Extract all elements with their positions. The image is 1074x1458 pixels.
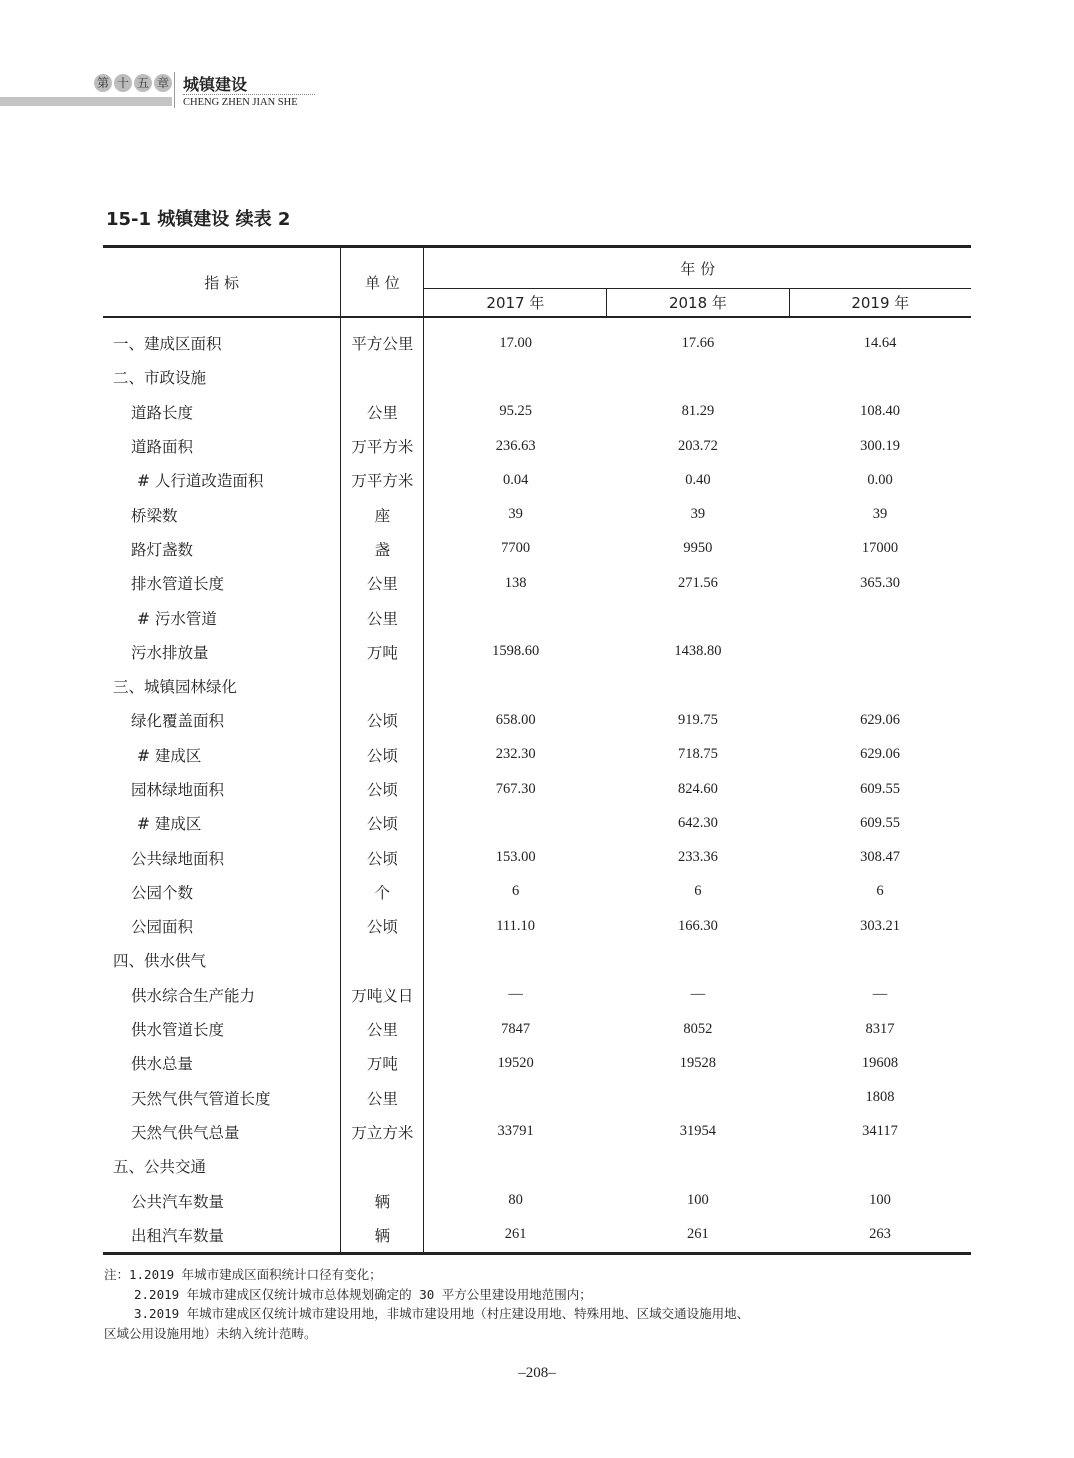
row-label: # 人行道改造面积 [103,463,341,497]
cell-value [607,600,789,634]
cell-value: — [508,986,523,1003]
header-divider [174,72,175,108]
row-label: # 建成区 [103,738,341,772]
row-unit: 万平方米 [341,463,424,497]
row-label: 道路长度 [103,395,341,429]
cell-value [424,943,607,977]
table-row [103,806,971,840]
cell-value: 7847 [501,1020,531,1037]
cell-value: 236.63 [495,437,536,454]
table-row [103,1081,971,1115]
chapter-title: 城镇建设 [183,75,248,94]
footnote: 区域公用设施用地）未纳入统计范畴。 [104,1325,317,1341]
cell-value [607,360,789,394]
header-dotted-rule [183,94,315,95]
row-unit: 公里 [341,600,424,634]
col-header-year: 年 份 [424,247,971,289]
row-unit [341,669,424,703]
row-unit: 座 [341,497,424,531]
row-label: 供水总量 [103,1046,341,1080]
row-unit: 万立方米 [341,1115,424,1149]
row-unit: 公里 [341,1081,424,1115]
cell-value: 203.72 [677,437,718,454]
cell-value [424,1149,607,1183]
cell-value: 1808 [865,1089,895,1106]
table-row [103,943,971,977]
cell-value: 263 [789,1218,971,1254]
row-label: 桥梁数 [103,497,341,531]
row-label: 公园个数 [103,875,341,909]
cell-value: 824.60 [677,780,718,797]
row-unit: 辆 [341,1183,424,1217]
row-unit: 公里 [341,566,424,600]
row-unit: 万平方米 [341,429,424,463]
table-row [103,395,971,429]
cell-value [789,943,971,977]
cell-value: 138 [504,574,527,591]
table-row [103,635,971,669]
row-unit: 个 [341,875,424,909]
row-label: 天然气供气管道长度 [103,1081,341,1115]
page-number: –208– [518,1365,556,1381]
cell-value: 39 [508,506,523,523]
cell-value [607,1081,789,1115]
table-row [103,840,971,874]
table-row [103,669,971,703]
cell-value: 6 [876,883,884,900]
cell-value: 8052 [683,1020,713,1037]
row-label: 公共绿地面积 [103,840,341,874]
cell-value: 153.00 [495,849,536,866]
cell-value: 7700 [501,540,531,557]
table-row [103,1149,971,1183]
cell-value: 8317 [865,1020,895,1037]
cell-value: 271.56 [677,574,718,591]
chapter-label [94,74,172,92]
table-row [103,703,971,737]
row-label: # 污水管道 [103,600,341,634]
row-label: 供水综合生产能力 [103,978,341,1012]
row-unit [341,1149,424,1183]
cell-value: 261 [607,1218,789,1254]
cell-value [424,806,607,840]
cell-value: 767.30 [495,780,536,797]
table-row [103,1115,971,1149]
row-label: 二、市政设施 [103,360,341,394]
cell-value: 17000 [861,540,899,557]
cell-value: 642.30 [677,814,718,831]
table-title: 15-1 城镇建设 续表 2 [106,209,291,230]
data-table [103,245,971,1255]
row-label: 供水管道长度 [103,1012,341,1046]
cell-value: 6 [512,883,520,900]
row-label: 天然气供气总量 [103,1115,341,1149]
col-header-2019: 2019 年 [789,289,971,318]
chapter-char: 十 [114,74,132,92]
row-unit: 公里 [341,395,424,429]
col-header-unit: 单 位 [341,247,424,318]
cell-value [789,360,971,394]
table-row [103,738,971,772]
row-label: 污水排放量 [103,635,341,669]
table-row [103,875,971,909]
row-label: 一、建成区面积 [103,317,341,360]
cell-value: 261 [424,1218,607,1254]
table-row [103,1046,971,1080]
cell-value [424,600,607,634]
cell-value: 80 [508,1192,523,1209]
table-row [103,1183,971,1217]
row-label: 排水管道长度 [103,566,341,600]
col-header-2018: 2018 年 [607,289,789,318]
cell-value: 111.10 [496,917,536,934]
cell-value: 0.00 [867,471,893,488]
cell-value: 39 [690,506,706,523]
row-label: 出租汽车数量 [103,1218,341,1254]
table-row [103,463,971,497]
cell-value [607,943,789,977]
cell-value: 1438.80 [674,643,722,660]
cell-value: 34117 [862,1123,898,1140]
row-unit: 平方公里 [341,317,424,360]
cell-value: 0.04 [502,471,529,488]
chapter-pinyin: CHENG ZHEN JIAN SHE [183,97,298,108]
cell-value [424,360,607,394]
cell-value [789,1149,971,1183]
table-row [103,1012,971,1046]
row-label: 绿化覆盖面积 [103,703,341,737]
row-label: 道路面积 [103,429,341,463]
cell-value [424,669,607,703]
row-unit: 公顷 [341,772,424,806]
cell-value: 19608 [861,1054,899,1071]
cell-value [607,669,789,703]
cell-value [607,1149,789,1183]
row-unit: 万吨义日 [341,978,424,1012]
cell-value: 14.64 [863,334,897,351]
chapter-char: 第 [94,74,112,92]
cell-value: 19528 [679,1054,717,1071]
row-unit [341,360,424,394]
chapter-char: 五 [134,74,152,92]
table-row [103,566,971,600]
row-label: 五、公共交通 [103,1149,341,1183]
row-unit: 公里 [341,1012,424,1046]
cell-value: 0.40 [685,471,711,488]
row-unit: 辆 [341,1218,424,1254]
row-unit: 公顷 [341,806,424,840]
table-row [103,429,971,463]
cell-value: 919.75 [677,711,718,728]
cell-value: 1598.60 [492,643,540,660]
row-unit: 万吨 [341,635,424,669]
cell-value: 17.00 [499,334,532,351]
table-row [103,978,971,1012]
cell-value [789,669,971,703]
footnote: 2.2019 年城市建成区仅统计城市总体规划确定的 30 平方公里建设用地范围内； [134,1286,592,1302]
cell-value: 233.36 [677,849,718,866]
cell-value: 95.25 [499,403,532,420]
cell-value [789,635,971,669]
cell-value: 9950 [683,540,713,557]
row-unit: 公顷 [341,840,424,874]
col-header-indicator: 指 标 [103,247,341,318]
table-row [103,1218,971,1254]
cell-value: 166.30 [677,917,718,934]
cell-value: 303.21 [860,917,900,934]
cell-value: 308.47 [860,849,900,866]
table-row [103,497,971,531]
cell-value: 658.00 [495,711,536,728]
cell-value: 365.30 [860,574,900,591]
footnotes [104,1265,974,1343]
cell-value: 232.30 [495,746,536,763]
cell-value: 300.19 [860,437,900,454]
cell-value: 6 [694,883,702,900]
row-unit: 万吨 [341,1046,424,1080]
table-row [103,317,971,360]
cell-value: 31954 [679,1123,717,1140]
row-label: 路灯盏数 [103,532,341,566]
cell-value: — [872,986,888,1003]
row-label: 园林绿地面积 [103,772,341,806]
table-row [103,600,971,634]
cell-value: 718.75 [677,746,718,763]
table-row [103,772,971,806]
cell-value: 100 [687,1192,709,1209]
cell-value: — [690,986,706,1003]
row-label: # 建成区 [103,806,341,840]
col-header-2017: 2017 年 [424,289,607,318]
cell-value: 17.66 [681,334,715,351]
footnote: 3.2019 年城市建成区仅统计城市建设用地，非城市建设用地（村庄建设用地、特殊用地、区域交通设施用地、 [134,1306,750,1321]
table-row [103,360,971,394]
cell-value: 39 [872,506,888,523]
cell-value [424,1081,607,1115]
row-unit: 盏 [341,532,424,566]
cell-value: 108.40 [860,403,900,420]
cell-value: 629.06 [860,711,900,728]
row-unit: 公顷 [341,703,424,737]
cell-value: 629.06 [860,746,900,763]
cell-value: 33791 [497,1123,534,1140]
header-bar [0,97,172,106]
cell-value: 100 [869,1192,891,1209]
chapter-char: 章 [154,74,172,92]
row-unit: 公顷 [341,909,424,943]
row-label: 公共汽车数量 [103,1183,341,1217]
row-label: 三、城镇园林绿化 [103,669,341,703]
row-label: 四、供水供气 [103,943,341,977]
table-row [103,909,971,943]
cell-value: 609.55 [860,780,900,797]
cell-value: 609.55 [860,814,900,831]
cell-value: 81.29 [681,403,715,420]
cell-value: 19520 [497,1054,534,1071]
footnote: 注：1.2019 年城市建成区面积统计口径有变化； [104,1267,382,1282]
row-unit: 公顷 [341,738,424,772]
row-unit [341,943,424,977]
table-row [103,532,971,566]
cell-value [789,600,971,634]
row-label: 公园面积 [103,909,341,943]
